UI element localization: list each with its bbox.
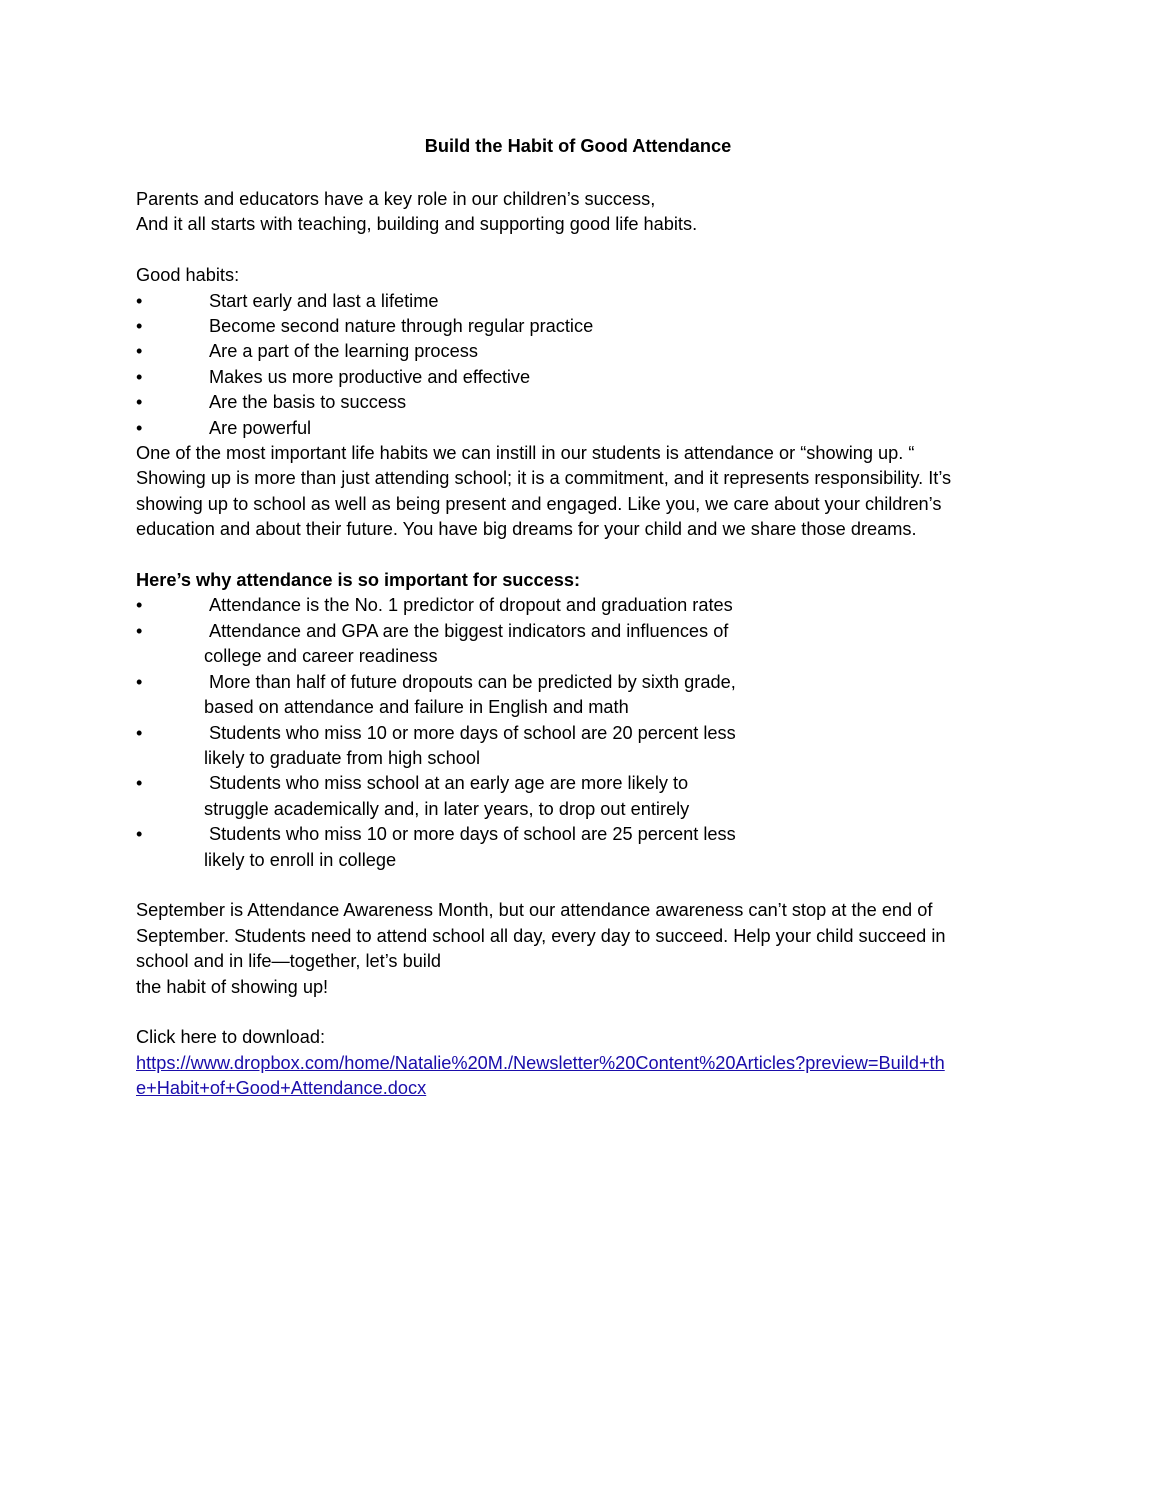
bullet: • bbox=[136, 722, 143, 743]
bullet: • bbox=[136, 417, 143, 438]
list-item-text: Students who miss 10 or more days of school are 25 percent less bbox=[209, 824, 736, 845]
spacer bbox=[136, 543, 1016, 568]
list-item bbox=[136, 771, 1016, 822]
page-title: Build the Habit of Good Attendance bbox=[424, 136, 732, 156]
spacer bbox=[136, 873, 1016, 898]
paragraph-line: One of the most important life habits we can instill in our students is attendance or “showing up. “ bbox=[136, 443, 915, 464]
list-item-text: Are powerful bbox=[209, 417, 312, 438]
list-item-text: struggle academically and, in later years, to drop out entirely bbox=[204, 798, 690, 819]
list-item bbox=[136, 289, 1016, 314]
download-link-line[interactable]: e+Habit+of+Good+Attendance.docx bbox=[136, 1078, 427, 1099]
list-item bbox=[136, 670, 1016, 721]
bullet: • bbox=[136, 595, 143, 616]
list-item bbox=[136, 822, 1016, 873]
download-section bbox=[136, 1025, 1016, 1101]
download-link[interactable] bbox=[136, 1051, 1016, 1102]
attendance-paragraph bbox=[136, 441, 1016, 543]
list-item-text: based on attendance and failure in English and math bbox=[204, 697, 629, 718]
list-item-text: Students who miss 10 or more days of school are 20 percent less bbox=[209, 722, 736, 743]
download-label: Click here to download: bbox=[136, 1027, 326, 1048]
good-habits-list bbox=[136, 289, 1016, 441]
list-item-text: Start early and last a lifetime bbox=[209, 290, 439, 311]
bullet: • bbox=[136, 671, 143, 692]
list-item-text: Students who miss school at an early age are more likely to bbox=[209, 773, 689, 794]
download-link-line[interactable]: https://www.dropbox.com/home/Natalie%20M./Newsletter%20Content%20Articles?preview=Build+th bbox=[136, 1052, 945, 1073]
paragraph-line: the habit of showing up! bbox=[136, 976, 329, 997]
list-item bbox=[136, 365, 1016, 390]
bullet: • bbox=[136, 290, 143, 311]
list-item bbox=[136, 593, 1016, 618]
list-item bbox=[136, 339, 1016, 364]
list-item-text: college and career readiness bbox=[204, 646, 438, 667]
paragraph-line: education and about their future. You have big dreams for your child and we share those dreams. bbox=[136, 519, 917, 540]
document-body bbox=[136, 134, 1016, 1102]
list-item-text: Attendance and GPA are the biggest indicators and influences of bbox=[209, 620, 729, 641]
bullet: • bbox=[136, 824, 143, 845]
why-section bbox=[136, 568, 1016, 873]
list-item bbox=[136, 619, 1016, 670]
bullet: • bbox=[136, 773, 143, 794]
list-item-text: Makes us more productive and effective bbox=[209, 366, 531, 387]
list-item-text: Are the basis to success bbox=[209, 392, 407, 413]
why-heading: Here’s why attendance is so important for success: bbox=[136, 570, 581, 591]
list-item bbox=[136, 721, 1016, 772]
september-paragraph bbox=[136, 898, 1016, 1000]
list-item bbox=[136, 416, 1016, 441]
paragraph-line: school and in life—together, let’s build bbox=[136, 951, 442, 972]
list-item-text: Are a part of the learning process bbox=[209, 341, 478, 362]
paragraph-line: Showing up is more than just attending school; it is a commitment, and it represents responsibility. It’s bbox=[136, 468, 952, 489]
bullet: • bbox=[136, 316, 143, 337]
list-item-text: likely to graduate from high school bbox=[204, 747, 480, 768]
list-item-text: Become second nature through regular practice bbox=[209, 316, 594, 337]
list-item bbox=[136, 390, 1016, 415]
list-item-text: likely to enroll in college bbox=[204, 849, 397, 870]
bullet: • bbox=[136, 341, 143, 362]
paragraph-line: showing up to school as well as being present and engaged. Like you, we care about your children’s bbox=[136, 493, 942, 514]
list-item-text: More than half of future dropouts can be predicted by sixth grade, bbox=[209, 671, 736, 692]
list-item bbox=[136, 314, 1016, 339]
intro-line: Parents and educators have a key role in our children’s success, bbox=[136, 189, 656, 209]
spacer bbox=[136, 238, 1016, 263]
paragraph-line: September is Attendance Awareness Month, but our attendance awareness can’t stop at the end of bbox=[136, 900, 933, 921]
good-habits-heading: Good habits: bbox=[136, 265, 240, 286]
bullet: • bbox=[136, 620, 143, 641]
bullet: • bbox=[136, 392, 143, 413]
spacer bbox=[136, 1000, 1016, 1025]
list-item-text: Attendance is the No. 1 predictor of dropout and graduation rates bbox=[209, 595, 733, 616]
good-habits-section bbox=[136, 263, 1016, 441]
intro-line: And it all starts with teaching, building and supporting good life habits. bbox=[136, 214, 698, 235]
paragraph-line: September. Students need to attend school all day, every day to succeed. Help your child succeed in bbox=[136, 925, 946, 946]
intro-paragraph bbox=[136, 187, 1016, 238]
bullet: • bbox=[136, 366, 143, 387]
why-list bbox=[136, 593, 1016, 872]
